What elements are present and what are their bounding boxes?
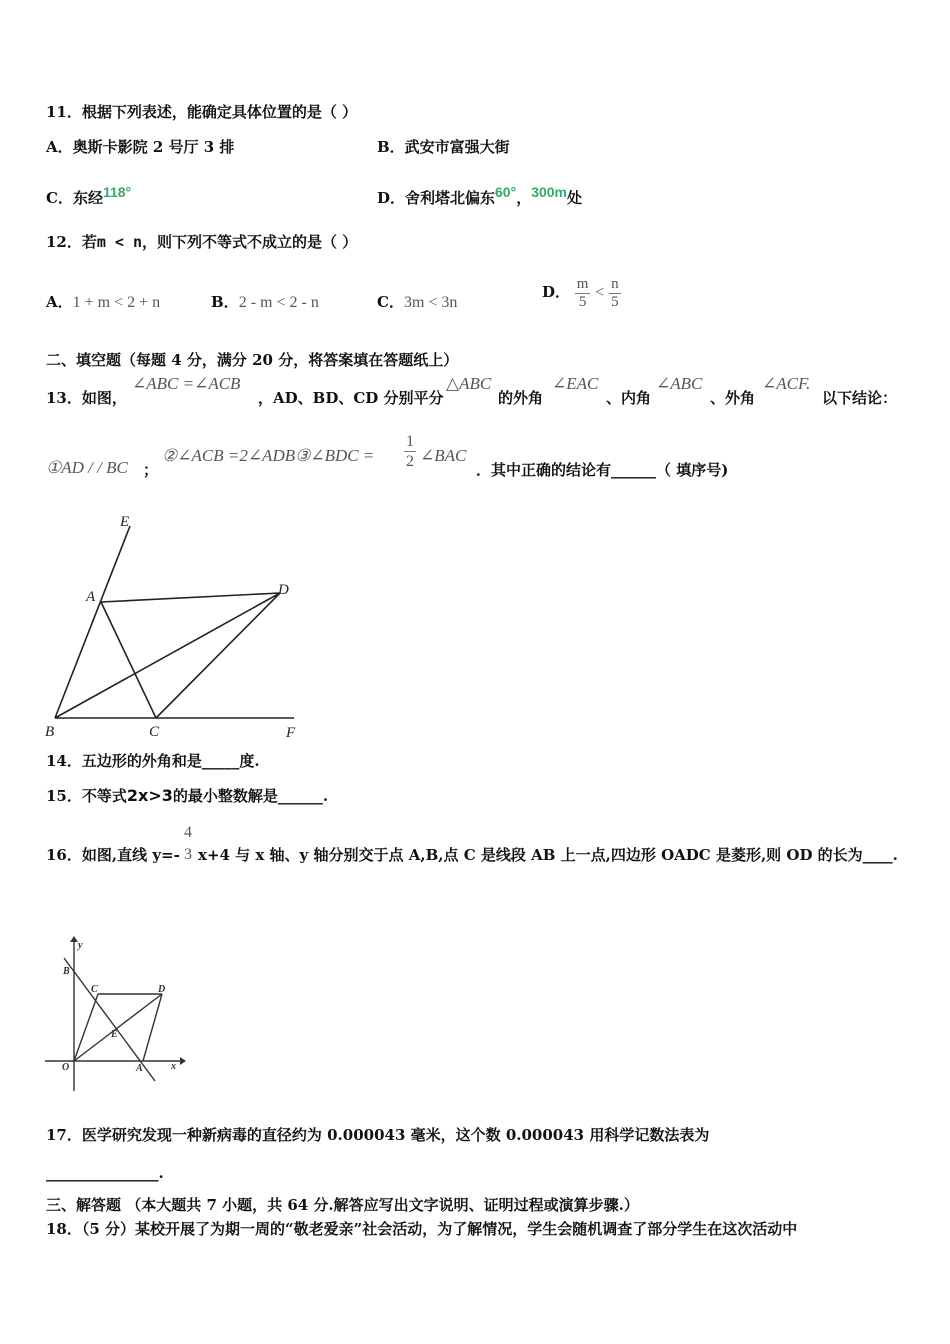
q13-half-num: 1	[406, 433, 414, 450]
q13-half-fraction	[404, 432, 416, 471]
q12-a-expr: 1 + m < 2 + n	[72, 294, 161, 311]
q11-d-prefix: D．舍利塔北偏东	[377, 189, 496, 207]
q11-option-a: A．奥斯卡影院 2 号厅 3 排	[46, 138, 235, 156]
q16-b: x+4 与 x 轴、y 轴分别交于点 A,B,点 C 是线段 AB 上一点,四边形 OADC 是菱形,则 OD 的长为____.	[198, 846, 898, 864]
q11-d-suffix: 处	[567, 189, 583, 207]
q11-option-b: B．武安市富强大街	[377, 138, 510, 156]
label-d: D	[278, 582, 289, 598]
y-arrow-icon	[70, 936, 78, 942]
label-a: A	[86, 589, 96, 605]
q12-d-op: <	[595, 284, 605, 301]
q12-d-label: D．	[542, 283, 571, 301]
line-ac	[101, 602, 156, 718]
q12-d-den2: 5	[611, 293, 619, 310]
q13-t3: 、内角	[606, 389, 652, 407]
q11-option-c	[46, 182, 131, 208]
line-be	[55, 526, 130, 718]
q12-stem	[46, 232, 357, 252]
q13-t2: 的外角	[498, 389, 544, 407]
q13-t1: ，AD、BD、CD 分别平分	[258, 389, 444, 407]
label-y: y	[78, 940, 83, 951]
diag-od	[74, 994, 162, 1061]
label-e: E	[111, 1029, 118, 1040]
label-b: B	[63, 966, 70, 977]
q11-d-dist: 300m	[531, 184, 568, 200]
q13-eq: ∠ABC =∠ACB	[132, 374, 241, 393]
q15	[46, 786, 328, 806]
q13-acf: ∠ACF.	[762, 374, 811, 393]
label-f: F	[286, 725, 296, 741]
section-3-heading: 三、解答题 （本大题共 7 小题，共 64 分.解答应写出文字说明、证明过程或演算步骤.）	[46, 1196, 639, 1214]
q13-lead: 13．如图，	[46, 389, 127, 407]
q12-option-b	[211, 292, 319, 313]
q16-fraction	[182, 822, 194, 866]
q15-expr: 2x>3	[126, 786, 173, 805]
q13-tri: △ABC	[446, 374, 492, 393]
q13-half-den: 2	[406, 453, 414, 470]
q11-d-angle: 60°	[495, 184, 517, 200]
q11-option-d	[377, 182, 582, 208]
label-e: E	[120, 514, 130, 530]
q12-stem-a: 12．若	[46, 233, 97, 251]
q11-c-value: 118°	[102, 184, 132, 200]
q13-conclusion-3-tail: ∠BAC	[420, 446, 467, 465]
q11-c-prefix: C．东经	[46, 189, 103, 207]
q13-t4: 、外角	[710, 389, 756, 407]
q16-figure	[40, 936, 190, 1096]
label-a: A	[136, 1063, 143, 1074]
q17-a: 17．医学研究发现一种新病毒的直径约为 0.000043 毫米，这个数 0.000043 用科学记数法表为	[46, 1126, 710, 1144]
q12-option-c	[377, 292, 457, 313]
label-o: O	[62, 1062, 70, 1073]
q11-d-sep: ，	[516, 189, 532, 207]
q12-stem-b: ，则下列不等式不成立的是（ ）	[142, 233, 358, 251]
q12-c-label: C．	[377, 293, 404, 311]
side-ad	[143, 994, 162, 1061]
label-c: C	[149, 724, 160, 740]
x-arrow-icon	[180, 1057, 186, 1065]
q12-d-den1: 5	[578, 293, 587, 310]
q13-t5: 以下结论：	[822, 389, 898, 407]
q12-d-num1: m	[576, 275, 589, 292]
q12-d-num2: n	[611, 275, 619, 292]
q11-stem: 11．根据下列表述，能确定具体位置的是（ ）	[46, 103, 358, 121]
q12-d-frac-m	[575, 276, 591, 311]
line-cd	[156, 593, 280, 718]
q15-b: 的最小整数解是______.	[172, 787, 329, 805]
q14: 14．五边形的外角和是_____度.	[46, 752, 260, 770]
line-bd	[55, 593, 280, 718]
q12-d-frac-n	[609, 276, 621, 311]
q13-figure	[40, 508, 310, 743]
q16-a: 16．如图,直线 y=-	[46, 846, 180, 864]
q12-c-expr: 3m < 3n	[403, 294, 458, 311]
q12-stem-m: m < n	[96, 233, 143, 251]
label-d: D	[158, 984, 166, 995]
q12-a-label: A．	[46, 293, 73, 311]
q13-conclusion-1: ①AD / / BC	[46, 458, 128, 477]
q12-b-label: B．	[211, 293, 239, 311]
q17-b: _______________.	[46, 1164, 164, 1182]
q16-num: 4	[184, 824, 192, 841]
label-c: C	[91, 984, 98, 995]
q13-conclusion-2: ②∠ACB =2∠ADB③∠BDC =	[162, 446, 375, 465]
line-ad	[101, 593, 280, 602]
q13-eac: ∠EAC	[552, 374, 599, 393]
side-oc	[74, 994, 98, 1061]
q15-a: 15．不等式	[46, 787, 127, 805]
q12-option-a	[46, 292, 160, 313]
q13-abc: ∠ABC	[656, 374, 703, 393]
q12-option-d	[542, 272, 621, 313]
q12-b-expr: 2 - m < 2 - n	[238, 294, 319, 311]
label-b: B	[45, 724, 55, 740]
q18: 18．（5 分）某校开展了为期一周的“敬老爱亲”社会活动，为了解情况，学生会随机调查了部分学生在这次活动中	[46, 1220, 798, 1238]
label-x: x	[171, 1061, 176, 1072]
q16-den: 3	[184, 846, 192, 863]
section-2-heading: 二、填空题（每题 4 分，满分 20 分，将答案填在答题纸上）	[46, 351, 459, 369]
q13-tail: ．其中正确的结论有______（ 填序号)	[476, 461, 729, 479]
q13-sep: ；	[143, 461, 159, 479]
